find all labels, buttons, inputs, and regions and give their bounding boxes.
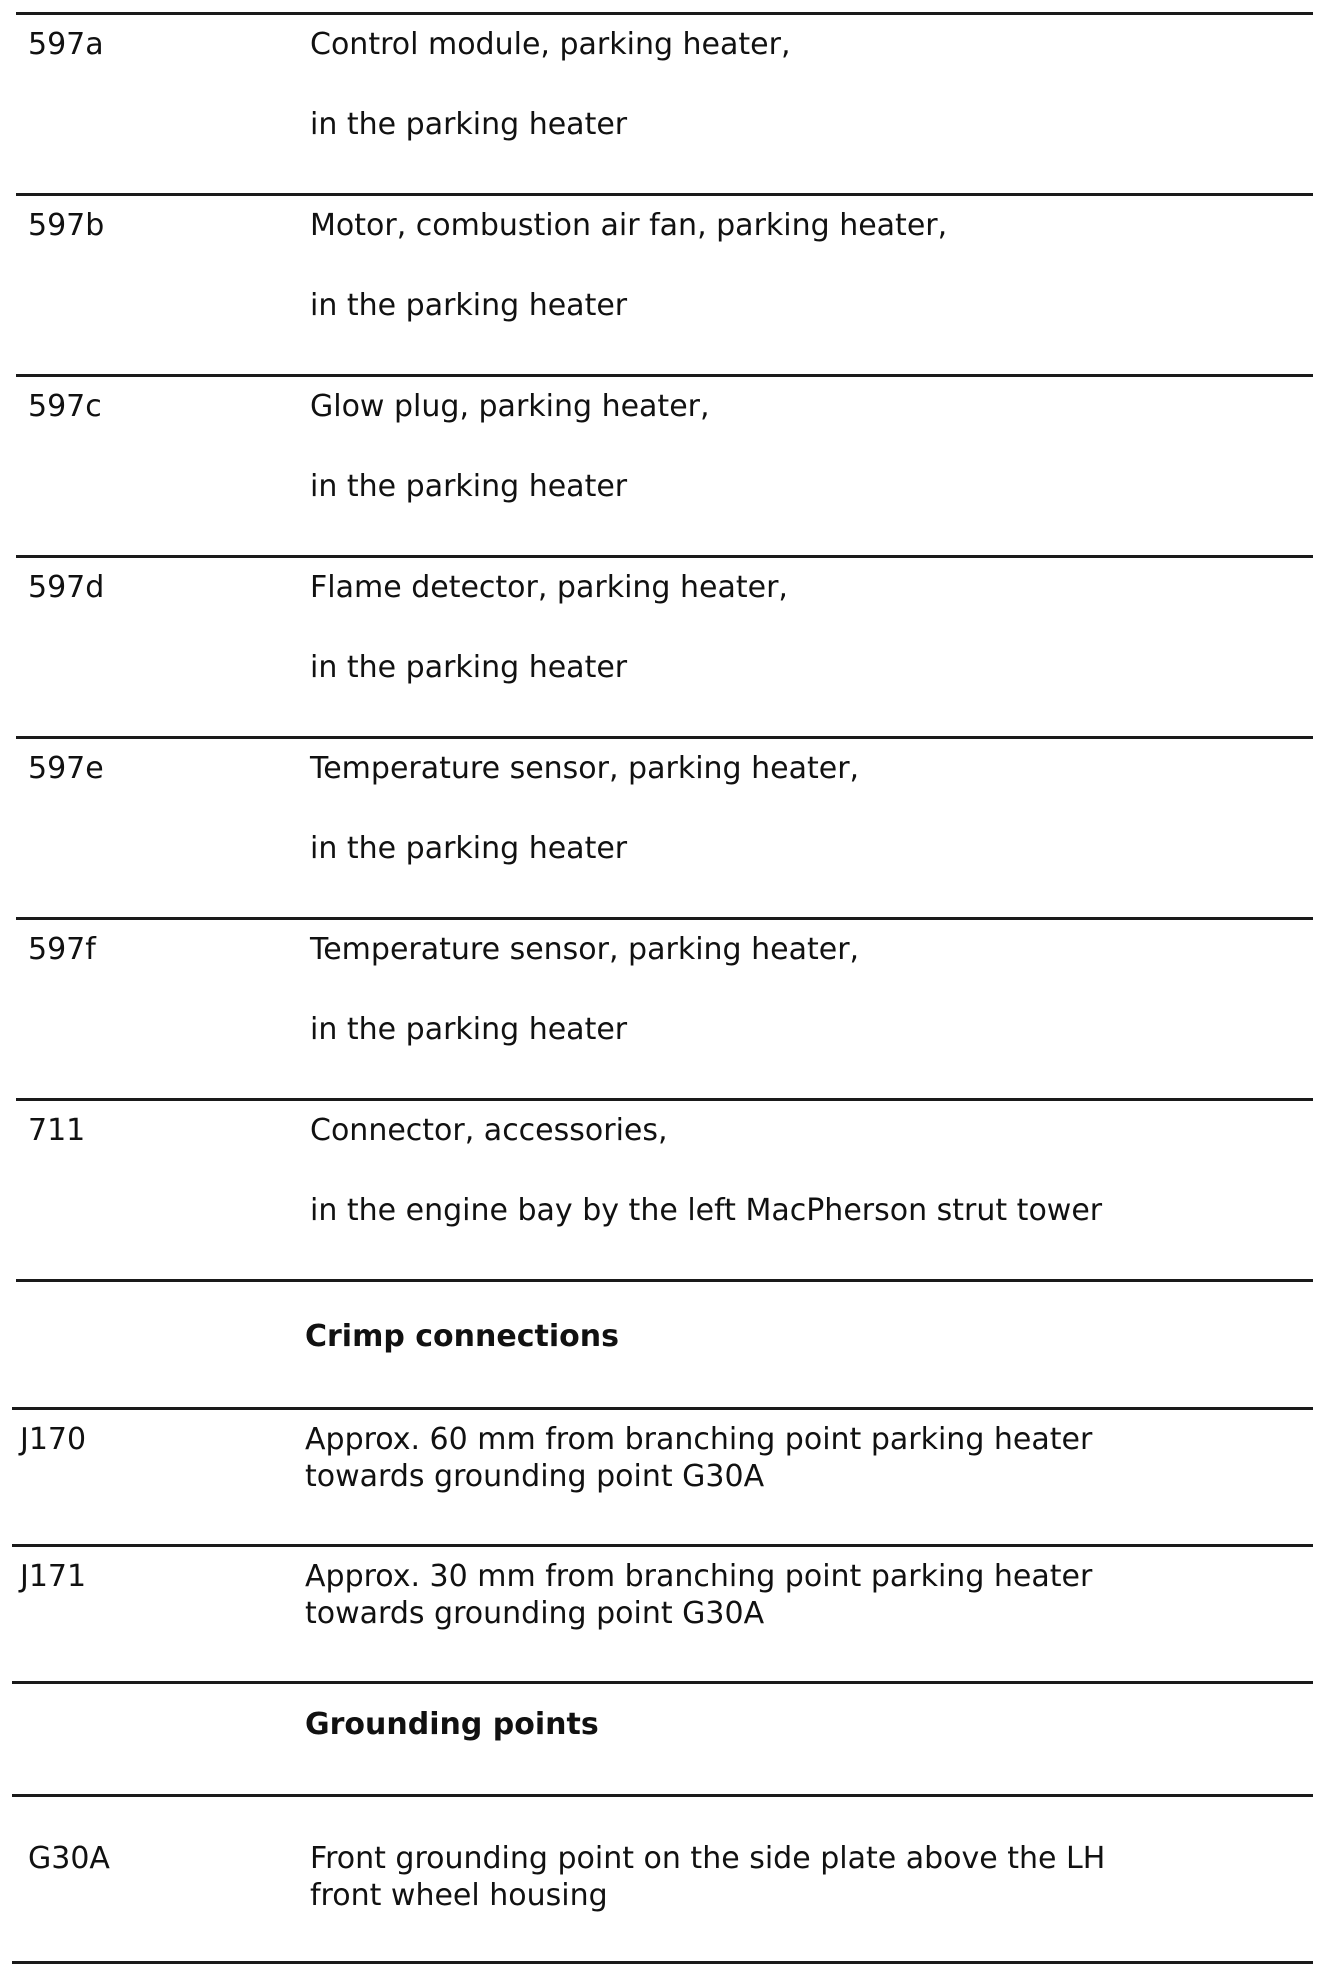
section-heading-crimp-connections: Crimp connections [305, 1319, 619, 1354]
table-rule [12, 1544, 1313, 1547]
grounding-point-description-line: Front grounding point on the side plate above the LH [310, 1841, 1106, 1876]
component-name: Connector, accessories, [310, 1113, 668, 1148]
crimp-description-line: towards grounding point G30A [305, 1459, 765, 1494]
table-rule [16, 374, 1313, 377]
component-location: in the parking heater [310, 107, 628, 142]
crimp-description-line: Approx. 60 mm from branching point parking heater [305, 1422, 1093, 1457]
table-rule [12, 1681, 1313, 1684]
component-code: 597b [28, 208, 105, 243]
component-name: Motor, combustion air fan, parking heater, [310, 208, 948, 243]
component-name: Temperature sensor, parking heater, [310, 751, 860, 786]
component-name: Flame detector, parking heater, [310, 570, 788, 605]
component-location: in the parking heater [310, 1012, 628, 1047]
crimp-code: J171 [20, 1559, 87, 1594]
table-rule [16, 1279, 1313, 1282]
table-rule [16, 917, 1313, 920]
component-code: 711 [28, 1113, 86, 1148]
component-code: 597f [28, 932, 96, 967]
component-code: 597c [28, 389, 102, 424]
component-name: Control module, parking heater, [310, 27, 791, 62]
table-rule [16, 736, 1313, 739]
component-code: 597e [28, 751, 104, 786]
section-heading-grounding-points: Grounding points [305, 1707, 599, 1742]
component-location: in the engine bay by the left MacPherson strut tower [310, 1193, 1103, 1228]
table-rule [16, 12, 1313, 15]
table-rule [16, 193, 1313, 196]
component-name: Temperature sensor, parking heater, [310, 932, 860, 967]
component-code: 597a [28, 27, 104, 62]
crimp-code: J170 [20, 1422, 87, 1457]
crimp-description-line: towards grounding point G30A [305, 1596, 765, 1631]
table-rule [12, 1961, 1313, 1964]
component-location: in the parking heater [310, 469, 628, 504]
component-name: Glow plug, parking heater, [310, 389, 710, 424]
table-rule [16, 555, 1313, 558]
component-location: in the parking heater [310, 831, 628, 866]
grounding-point-description-line: front wheel housing [310, 1878, 608, 1913]
table-rule [12, 1794, 1313, 1797]
grounding-point-code: G30A [28, 1841, 110, 1876]
component-location: in the parking heater [310, 288, 628, 323]
table-rule [12, 1407, 1313, 1410]
component-location: in the parking heater [310, 650, 628, 685]
crimp-description-line: Approx. 30 mm from branching point parking heater [305, 1559, 1093, 1594]
table-rule [16, 1098, 1313, 1101]
component-code: 597d [28, 570, 105, 605]
